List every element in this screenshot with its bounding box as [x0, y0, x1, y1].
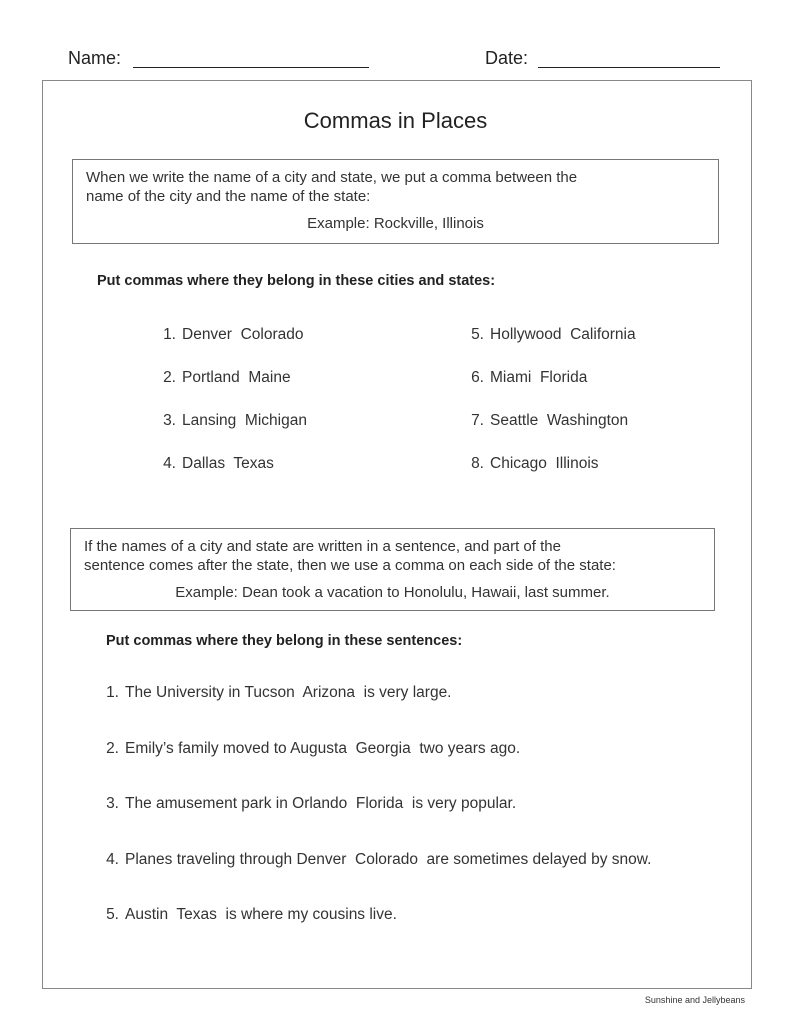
list-item — [462, 369, 587, 387]
name-field[interactable] — [133, 67, 369, 68]
item-number: 1. — [163, 326, 176, 343]
list-item — [97, 684, 452, 702]
list-item — [97, 851, 651, 869]
item-text: The University in Tucson Arizona is very large. — [125, 684, 452, 701]
item-text: Chicago Illinois — [490, 455, 599, 472]
item-text: Denver Colorado — [182, 326, 304, 343]
list-item — [462, 455, 599, 473]
item-number: 3. — [106, 795, 119, 812]
date-label: Date: — [485, 48, 529, 68]
name-label: Name: — [68, 48, 122, 68]
rule-text-line: name of the city and the name of the state: — [86, 188, 371, 205]
list-item — [154, 369, 291, 387]
item-text: Austin Texas is where my cousins live. — [125, 906, 397, 923]
list-item — [462, 412, 628, 430]
item-text: Planes traveling through Denver Colorado are sometimes delayed by snow. — [125, 851, 652, 868]
item-number: 2. — [106, 740, 119, 757]
item-number: 6. — [471, 369, 484, 386]
list-item — [154, 455, 274, 473]
item-text: The amusement park in Orlando Florida is very popular. — [125, 795, 517, 812]
item-number: 5. — [471, 326, 484, 343]
list-item — [97, 795, 516, 813]
item-number: 4. — [106, 851, 119, 868]
item-text: Miami Florida — [490, 369, 588, 386]
item-number: 5. — [106, 906, 119, 923]
instruction-cities: Put commas where they belong in these cities and states: — [97, 273, 496, 289]
list-item — [97, 740, 520, 758]
instruction-sentences: Put commas where they belong in these sentences: — [106, 633, 463, 649]
item-text: Emily’s family moved to Augusta Georgia two years ago. — [125, 740, 521, 757]
item-number: 1. — [106, 684, 119, 701]
page-title: Commas in Places — [303, 108, 488, 133]
item-text: Lansing Michigan — [182, 412, 307, 429]
rule-example: Example: Rockville, Illinois — [307, 215, 484, 232]
item-text: Portland Maine — [182, 369, 291, 386]
list-item — [97, 906, 397, 924]
item-text: Hollywood California — [490, 326, 636, 343]
item-number: 2. — [163, 369, 176, 386]
list-item — [154, 412, 307, 430]
rule-text-line: If the names of a city and state are written in a sentence, and part of the — [84, 538, 561, 555]
list-item — [154, 326, 303, 344]
item-text: Dallas Texas — [182, 455, 274, 472]
item-number: 8. — [471, 455, 484, 472]
item-number: 3. — [163, 412, 176, 429]
item-text: Seattle Washington — [490, 412, 629, 429]
rule-text-line: When we write the name of a city and state, we put a comma between the — [86, 169, 578, 186]
rule-text-line: sentence comes after the state, then we use a comma on each side of the state: — [84, 557, 616, 574]
credit-text: Sunshine and Jellybeans — [644, 995, 745, 1005]
list-item — [462, 326, 636, 344]
rule-example: Example: Dean took a vacation to Honolulu, Hawaii, last summer. — [175, 584, 610, 601]
rule-box-city-state — [72, 159, 719, 244]
rule-box-sentence — [70, 528, 715, 611]
item-number: 4. — [163, 455, 176, 472]
item-number: 7. — [471, 412, 484, 429]
date-field[interactable] — [538, 67, 720, 68]
